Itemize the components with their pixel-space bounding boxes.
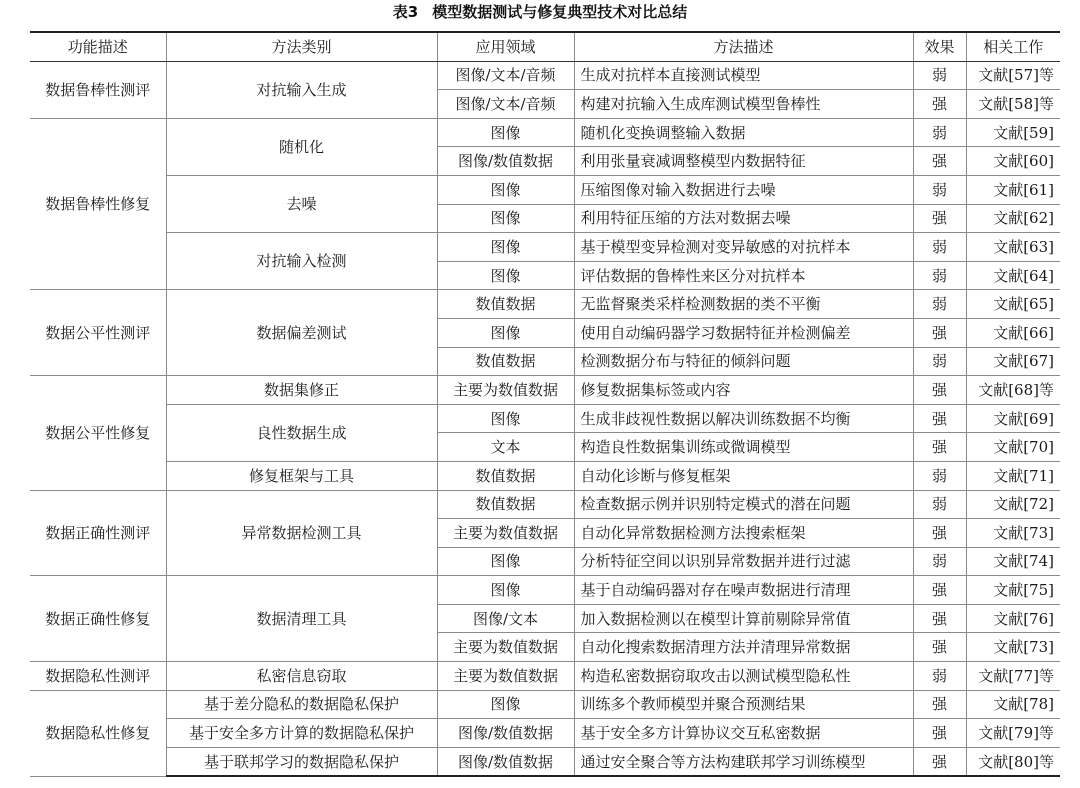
- effect-cell: 强: [913, 519, 966, 548]
- work-cell: 文献[73]: [966, 633, 1060, 662]
- work-cell: 文献[66]: [966, 318, 1060, 347]
- domain-cell: 图像: [437, 233, 574, 262]
- category-cell: 数据清理工具: [166, 576, 437, 662]
- table-row: [30, 490, 1060, 519]
- work-cell: 文献[68]等: [966, 376, 1060, 405]
- domain-cell: 图像: [437, 547, 574, 576]
- domain-cell: 文本: [437, 433, 574, 462]
- work-cell: 文献[80]等: [966, 747, 1060, 776]
- table-title: 模型数据测试与修复典型技术对比总结: [432, 3, 688, 21]
- category-cell: 随机化: [166, 118, 437, 175]
- description-cell: 分析特征空间以识别异常数据并进行过滤: [574, 547, 913, 576]
- function-cell: 数据隐私性修复: [30, 690, 166, 776]
- description-cell: 自动化诊断与修复框架: [574, 461, 913, 490]
- work-cell: 文献[77]等: [966, 662, 1060, 691]
- description-cell: 利用特征压缩的方法对数据去噪: [574, 204, 913, 233]
- category-cell: 基于联邦学习的数据隐私保护: [166, 747, 437, 776]
- category-cell: 基于安全多方计算的数据隐私保护: [166, 719, 437, 748]
- description-cell: 生成对抗样本直接测试模型: [574, 61, 913, 90]
- domain-cell: 图像: [437, 576, 574, 605]
- work-cell: 文献[76]: [966, 604, 1060, 633]
- category-cell: 私密信息窃取: [166, 662, 437, 691]
- work-cell: 文献[59]: [966, 118, 1060, 147]
- domain-cell: 主要为数值数据: [437, 376, 574, 405]
- work-cell: 文献[78]: [966, 690, 1060, 719]
- description-cell: 构建对抗输入生成库测试模型鲁棒性: [574, 90, 913, 119]
- category-cell: 数据偏差测试: [166, 290, 437, 376]
- comparison-table: [30, 31, 1060, 777]
- work-cell: 文献[61]: [966, 175, 1060, 204]
- table-caption: [0, 2, 1080, 22]
- effect-cell: 强: [913, 690, 966, 719]
- category-cell: 良性数据生成: [166, 404, 437, 461]
- effect-cell: 强: [913, 318, 966, 347]
- description-cell: 构造私密数据窃取攻击以测试模型隐私性: [574, 662, 913, 691]
- work-cell: 文献[65]: [966, 290, 1060, 319]
- effect-cell: 弱: [913, 461, 966, 490]
- domain-cell: 图像: [437, 118, 574, 147]
- description-cell: 自动化异常数据检测方法搜索框架: [574, 519, 913, 548]
- domain-cell: 数值数据: [437, 290, 574, 319]
- work-cell: 文献[64]: [966, 261, 1060, 290]
- domain-cell: 图像/文本/音频: [437, 90, 574, 119]
- category-cell: 异常数据检测工具: [166, 490, 437, 576]
- effect-cell: 弱: [913, 490, 966, 519]
- table-row: [30, 175, 1060, 204]
- effect-cell: 弱: [913, 662, 966, 691]
- category-cell: 修复框架与工具: [166, 461, 437, 490]
- work-cell: 文献[58]等: [966, 90, 1060, 119]
- effect-cell: 弱: [913, 347, 966, 376]
- table-row: [30, 233, 1060, 262]
- work-cell: 文献[62]: [966, 204, 1060, 233]
- table-row: [30, 461, 1060, 490]
- work-cell: 文献[73]: [966, 519, 1060, 548]
- domain-cell: 图像: [437, 404, 574, 433]
- domain-cell: 图像: [437, 204, 574, 233]
- domain-cell: 数值数据: [437, 347, 574, 376]
- effect-cell: 强: [913, 147, 966, 176]
- work-cell: 文献[79]等: [966, 719, 1060, 748]
- effect-cell: 强: [913, 433, 966, 462]
- description-cell: 评估数据的鲁棒性来区分对抗样本: [574, 261, 913, 290]
- table-number: 表3: [392, 3, 419, 21]
- description-cell: 检查数据示例并识别特定模式的潜在问题: [574, 490, 913, 519]
- description-cell: 构造良性数据集训练或微调模型: [574, 433, 913, 462]
- description-cell: 检测数据分布与特征的倾斜问题: [574, 347, 913, 376]
- function-cell: 数据公平性测评: [30, 290, 166, 376]
- header-domain: 应用领域: [437, 32, 574, 61]
- domain-cell: 数值数据: [437, 490, 574, 519]
- table-row: [30, 662, 1060, 691]
- table-row: [30, 376, 1060, 405]
- header-row: [30, 32, 1060, 61]
- category-cell: 基于差分隐私的数据隐私保护: [166, 690, 437, 719]
- work-cell: 文献[72]: [966, 490, 1060, 519]
- description-cell: 基于自动编码器对存在噪声数据进行清理: [574, 576, 913, 605]
- effect-cell: 弱: [913, 175, 966, 204]
- header-category: 方法类别: [166, 32, 437, 61]
- work-cell: 文献[70]: [966, 433, 1060, 462]
- effect-cell: 强: [913, 404, 966, 433]
- function-cell: 数据正确性修复: [30, 576, 166, 662]
- work-cell: 文献[75]: [966, 576, 1060, 605]
- domain-cell: 图像/文本: [437, 604, 574, 633]
- header-function: 功能描述: [30, 32, 166, 61]
- description-cell: 使用自动编码器学习数据特征并检测偏差: [574, 318, 913, 347]
- work-cell: 文献[63]: [966, 233, 1060, 262]
- category-cell: 去噪: [166, 175, 437, 232]
- table-row: [30, 290, 1060, 319]
- table-row: [30, 118, 1060, 147]
- domain-cell: 图像/数值数据: [437, 147, 574, 176]
- description-cell: 生成非歧视性数据以解决训练数据不均衡: [574, 404, 913, 433]
- description-cell: 压缩图像对输入数据进行去噪: [574, 175, 913, 204]
- effect-cell: 强: [913, 90, 966, 119]
- header-description: 方法描述: [574, 32, 913, 61]
- effect-cell: 强: [913, 576, 966, 605]
- effect-cell: 强: [913, 633, 966, 662]
- work-cell: 文献[71]: [966, 461, 1060, 490]
- description-cell: 基于模型变异检测对变异敏感的对抗样本: [574, 233, 913, 262]
- description-cell: 利用张量衰减调整模型内数据特征: [574, 147, 913, 176]
- description-cell: 自动化搜索数据清理方法并清理异常数据: [574, 633, 913, 662]
- domain-cell: 数值数据: [437, 461, 574, 490]
- domain-cell: 图像/数值数据: [437, 747, 574, 776]
- description-cell: 加入数据检测以在模型计算前剔除异常值: [574, 604, 913, 633]
- description-cell: 无监督聚类采样检测数据的类不平衡: [574, 290, 913, 319]
- effect-cell: 强: [913, 204, 966, 233]
- domain-cell: 图像: [437, 175, 574, 204]
- category-cell: 对抗输入检测: [166, 233, 437, 290]
- category-cell: 对抗输入生成: [166, 61, 437, 118]
- domain-cell: 主要为数值数据: [437, 662, 574, 691]
- function-cell: 数据公平性修复: [30, 376, 166, 490]
- table-body: [30, 61, 1060, 776]
- category-cell: 数据集修正: [166, 376, 437, 405]
- work-cell: 文献[74]: [966, 547, 1060, 576]
- table-row: [30, 404, 1060, 433]
- domain-cell: 主要为数值数据: [437, 519, 574, 548]
- header-effect: 效果: [913, 32, 966, 61]
- table-row: [30, 690, 1060, 719]
- work-cell: 文献[57]等: [966, 61, 1060, 90]
- description-cell: 通过安全聚合等方法构建联邦学习训练模型: [574, 747, 913, 776]
- function-cell: 数据鲁棒性修复: [30, 118, 166, 290]
- effect-cell: 强: [913, 719, 966, 748]
- work-cell: 文献[60]: [966, 147, 1060, 176]
- table-row: [30, 747, 1060, 776]
- description-cell: 修复数据集标签或内容: [574, 376, 913, 405]
- effect-cell: 弱: [913, 61, 966, 90]
- function-cell: 数据正确性测评: [30, 490, 166, 576]
- description-cell: 训练多个教师模型并聚合预测结果: [574, 690, 913, 719]
- table-row: [30, 576, 1060, 605]
- effect-cell: 弱: [913, 118, 966, 147]
- effect-cell: 强: [913, 604, 966, 633]
- domain-cell: 主要为数值数据: [437, 633, 574, 662]
- work-cell: 文献[69]: [966, 404, 1060, 433]
- domain-cell: 图像: [437, 261, 574, 290]
- table-row: [30, 61, 1060, 90]
- header-work: 相关工作: [966, 32, 1060, 61]
- effect-cell: 强: [913, 747, 966, 776]
- description-cell: 随机化变换调整输入数据: [574, 118, 913, 147]
- description-cell: 基于安全多方计算协议交互私密数据: [574, 719, 913, 748]
- work-cell: 文献[67]: [966, 347, 1060, 376]
- function-cell: 数据隐私性测评: [30, 662, 166, 691]
- function-cell: 数据鲁棒性测评: [30, 61, 166, 118]
- domain-cell: 图像: [437, 690, 574, 719]
- table-row: [30, 719, 1060, 748]
- domain-cell: 图像: [437, 318, 574, 347]
- domain-cell: 图像/文本/音频: [437, 61, 574, 90]
- effect-cell: 弱: [913, 547, 966, 576]
- effect-cell: 弱: [913, 290, 966, 319]
- effect-cell: 弱: [913, 233, 966, 262]
- effect-cell: 弱: [913, 261, 966, 290]
- domain-cell: 图像/数值数据: [437, 719, 574, 748]
- effect-cell: 强: [913, 376, 966, 405]
